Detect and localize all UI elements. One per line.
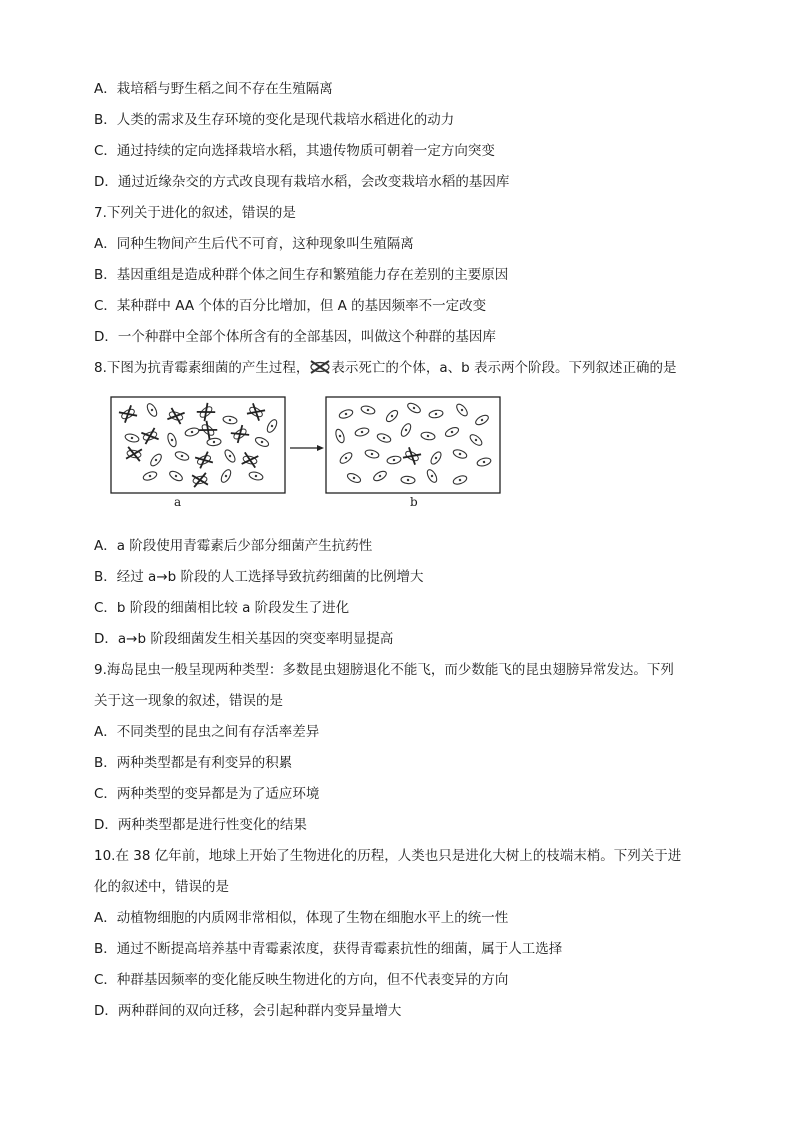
q8-option-d: D．a→b 阶段细菌发生相关基因的突变率明显提高 — [94, 631, 394, 647]
q8-option-c: C．b 阶段的细菌相比较 a 阶段发生了进化 — [94, 600, 350, 616]
figure-label-b: b — [410, 495, 418, 509]
box-b-bacteria — [334, 401, 491, 485]
q10-option-c: C．种群基因频率的变化能反映生物进化的方向，但不代表变异的方向 — [94, 972, 509, 988]
q8-option-b: B．经过 a→b 阶段的人工选择导致抗药细菌的比例增大 — [94, 569, 424, 585]
q10-option-b: B．通过不断提高培养基中青霉素浓度，获得青霉素抗性的细菌，属于人工选择 — [94, 941, 563, 957]
q7-option-a: A．同种生物间产生后代不可育，这种现象叫生殖隔离 — [94, 236, 414, 252]
q9-option-d: D．两种类型都是进行性变化的结果 — [94, 817, 307, 833]
q6-option-d: D．通过近缘杂交的方式改良现有栽培水稻，会改变栽培水稻的基因库 — [94, 174, 510, 190]
q9-option-b: B．两种类型都是有利变异的积累 — [94, 755, 293, 771]
q8-stem-part2: 表示死亡的个体，a、b 表示两个阶段。下列叙述正确的是 — [331, 360, 677, 376]
q9-option-a: A．不同类型的昆虫之间有存活率差异 — [94, 724, 320, 740]
q6-option-b: B．人类的需求及生存环境的变化是现代栽培水稻进化的动力 — [94, 112, 455, 128]
bacteria-figure — [110, 396, 542, 514]
q10-option-d: D．两种群间的双向迁移，会引起种群内变异量增大 — [94, 1003, 402, 1019]
q8-stem-part1: 8.下图为抗青霉素细菌的产生过程， — [94, 360, 310, 376]
q10-stem-line2: 化的叙述中，错误的是 — [94, 879, 229, 895]
dead-bacterium-icon — [309, 360, 331, 374]
q7-option-d: D．一个种群中全部个体所含有的全部基因，叫做这个种群的基因库 — [94, 329, 496, 345]
q9-option-c: C．两种类型的变异都是为了适应环境 — [94, 786, 320, 802]
q7-option-c: C．某种群中 AA 个体的百分比增加，但 A 的基因频率不一定改变 — [94, 298, 487, 314]
q9-stem-line1: 9.海岛昆虫一般呈现两种类型：多数昆虫翅膀退化不能飞，而少数能飞的昆虫翅膀异常发达。下列 — [94, 662, 674, 678]
box-a-bacteria — [119, 402, 279, 487]
q6-option-c: C．通过持续的定向选择栽培水稻，其遗传物质可朝着一定方向突变 — [94, 143, 495, 159]
arrow-head — [317, 445, 324, 451]
q6-option-a: A．栽培稻与野生稻之间不存在生殖隔离 — [94, 81, 333, 97]
q8-option-a: A．a 阶段使用青霉素后少部分细菌产生抗药性 — [94, 538, 373, 554]
q9-stem-line2: 关于这一现象的叙述，错误的是 — [94, 693, 283, 709]
q8-stem — [94, 358, 714, 378]
q7-stem: 7.下列关于进化的叙述，错误的是 — [94, 205, 296, 221]
q10-option-a: A．动植物细胞的内质网非常相似，体现了生物在细胞水平上的统一性 — [94, 910, 509, 926]
figure-label-a: a — [174, 495, 182, 509]
q10-stem-line1: 10.在 38 亿年前，地球上开始了生物进化的历程，人类也只是进化大树上的枝端末梢。下列关于进 — [94, 848, 682, 864]
q7-option-b: B．基因重组是造成种群个体之间生存和繁殖能力存在差别的主要原因 — [94, 267, 509, 283]
